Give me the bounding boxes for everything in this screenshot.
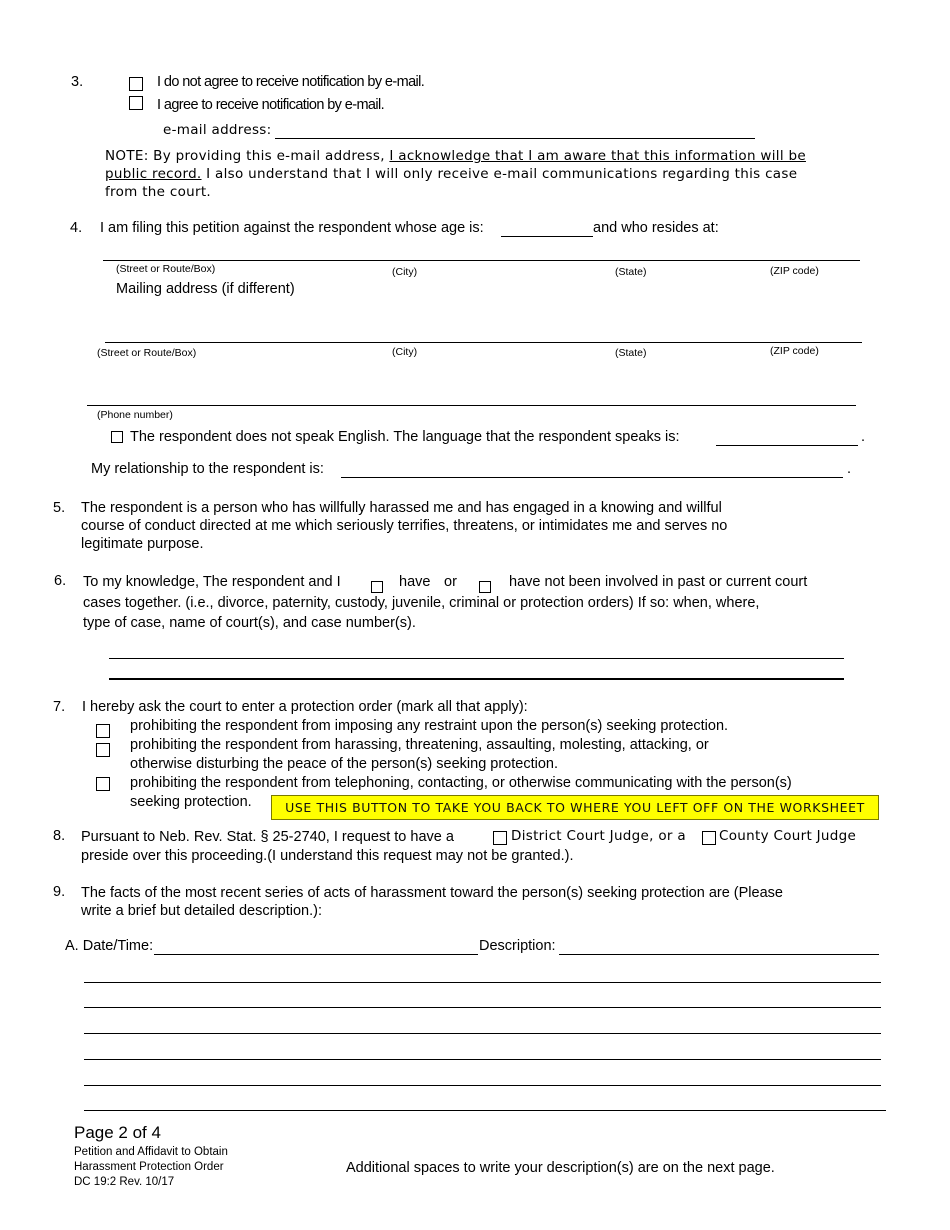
language-field[interactable] — [716, 445, 858, 446]
email-note-prefix: NOTE: By providing this e-mail address, — [105, 148, 390, 164]
item-4-number: 4. — [70, 220, 83, 236]
court-cases-field-1[interactable] — [109, 658, 844, 659]
item-7-number: 7. — [53, 699, 66, 715]
harassing-label-2: otherwise disturbing the peace of the person(s) seeking protection. — [130, 756, 558, 772]
item-6-lead: To my knowledge, The respondent and I — [83, 574, 341, 590]
restraint-checkbox[interactable] — [96, 724, 110, 738]
mailing-address-label: Mailing address (if different) — [116, 281, 295, 297]
item-5-line-1: The respondent is a person who has willfully harassed me and has engaged in a knowing and willful — [81, 500, 722, 516]
county-judge-checkbox[interactable] — [702, 831, 716, 845]
street-caption: (Street or Route/Box) — [116, 263, 216, 275]
have-label: have — [399, 574, 431, 590]
contacting-label-1: prohibiting the respondent from telephoning, contacting, or otherwise communicating with the person(s) — [130, 775, 792, 791]
yes-email-label: I agree to receive notification by e-mail. — [157, 97, 385, 113]
have-checkbox[interactable] — [371, 581, 383, 593]
no-english-checkbox[interactable] — [111, 431, 123, 443]
back-to-worksheet-button[interactable]: USE THIS BUTTON TO TAKE YOU BACK TO WHERE YOU LEFT OFF ON THE WORKSHEET — [271, 795, 879, 820]
restraint-label: prohibiting the respondent from imposing any restraint upon the person(s) seeking protection. — [130, 718, 729, 734]
email-note-public-record: public record. — [105, 166, 202, 182]
zip-caption: (ZIP code) — [770, 265, 819, 277]
have-not-checkbox[interactable] — [479, 581, 491, 593]
item-8-line-2: preside over this proceeding.(I understand this request may not be granted.). — [81, 848, 574, 864]
item-9-line-1: The facts of the most recent series of acts of harassment toward the person(s) seeking protection are (Please — [81, 885, 783, 901]
or-label: or — [444, 574, 457, 590]
description-line[interactable] — [84, 982, 881, 983]
state-caption: (State) — [615, 266, 647, 278]
mailing-city-caption: (City) — [392, 346, 418, 358]
harassing-checkbox[interactable] — [96, 743, 110, 757]
form-code: DC 19:2 Rev. 10/17 — [74, 1176, 175, 1188]
item-5-line-2: course of conduct directed at me which seriously terrifies, threatens, or intimidates me and serves no — [81, 518, 728, 534]
page-number: Page 2 of 4 — [74, 1123, 161, 1142]
description-line[interactable] — [84, 1059, 881, 1060]
description-field[interactable] — [559, 954, 879, 955]
next-page-note: Additional spaces to write your description(s) are on the next page. — [346, 1160, 775, 1176]
phone-number-field[interactable] — [87, 405, 856, 406]
email-address-field[interactable] — [275, 138, 755, 139]
respondent-age-text: I am filing this petition against the respondent whose age is: — [100, 220, 484, 236]
item-8-number: 8. — [53, 828, 66, 844]
no-email-label: I do not agree to receive notification by e-mail. — [157, 74, 425, 90]
item-6-line-2: cases together. (i.e., divorce, paternity, custody, juvenile, criminal or protection orders) If so: when, where, — [83, 595, 760, 611]
description-line[interactable] — [84, 1110, 886, 1111]
email-note-line-2 — [105, 166, 797, 182]
item-9-number: 9. — [53, 884, 66, 900]
description-line[interactable] — [84, 1033, 881, 1034]
language-text: The respondent does not speak English. The language that the respondent speaks is: — [130, 429, 680, 445]
relationship-field[interactable] — [341, 477, 843, 478]
language-period: . — [861, 429, 866, 445]
item-8-lead: Pursuant to Neb. Rev. Stat. § 25-2740, I request to have a — [81, 829, 454, 845]
mailing-state-caption: (State) — [615, 347, 647, 359]
relationship-period: . — [847, 461, 852, 477]
contacting-checkbox[interactable] — [96, 777, 110, 791]
relationship-label: My relationship to the respondent is: — [91, 461, 324, 477]
contacting-label-2: seeking protection. — [130, 794, 252, 810]
item-7-intro: I hereby ask the court to enter a protection order (mark all that apply): — [82, 699, 528, 715]
mailing-street-caption: (Street or Route/Box) — [97, 347, 197, 359]
mailing-zip-caption: (ZIP code) — [770, 345, 819, 357]
court-cases-field-2[interactable] — [109, 678, 844, 680]
county-judge-label: County Court Judge — [719, 828, 857, 844]
item-6-number: 6. — [54, 573, 67, 589]
item-5-line-3: legitimate purpose. — [81, 536, 204, 552]
have-not-label: have not been involved in past or current court — [509, 574, 808, 590]
form-title-line-2: Harassment Protection Order — [74, 1161, 224, 1173]
resides-at-text: and who resides at: — [593, 220, 719, 236]
item-3-number: 3. — [71, 74, 84, 90]
item-5-number: 5. — [53, 500, 66, 516]
email-note-understand: I also understand that I will only receive e-mail communications regarding this case — [201, 166, 798, 182]
email-address-label: e-mail address: — [163, 122, 272, 138]
yes-email-checkbox[interactable] — [129, 96, 143, 110]
respondent-age-field[interactable] — [501, 236, 593, 237]
item-9-line-2: write a brief but detailed description.): — [81, 903, 322, 919]
form-title-line-1: Petition and Affidavit to Obtain — [74, 1146, 228, 1158]
description-label: Description: — [479, 938, 556, 954]
date-time-field[interactable] — [154, 954, 478, 955]
date-time-label: A. Date/Time: — [65, 938, 154, 954]
description-line[interactable] — [84, 1007, 881, 1008]
phone-caption: (Phone number) — [97, 409, 173, 421]
email-note-line-3: from the court. — [105, 184, 212, 200]
district-judge-label: District Court Judge, or a — [511, 828, 686, 844]
city-caption: (City) — [392, 266, 418, 278]
email-note-acknowledge: I acknowledge that I am aware that this information will be — [389, 148, 806, 164]
description-line[interactable] — [84, 1085, 881, 1086]
residence-address-field[interactable] — [103, 260, 860, 261]
mailing-address-field[interactable] — [105, 342, 862, 343]
item-6-line-3: type of case, name of court(s), and case number(s). — [83, 615, 416, 631]
district-judge-checkbox[interactable] — [493, 831, 507, 845]
email-note-line-1 — [105, 148, 806, 164]
harassing-label-1: prohibiting the respondent from harassing, threatening, assaulting, molesting, attacking, or — [130, 737, 709, 753]
no-email-checkbox[interactable] — [129, 77, 143, 91]
